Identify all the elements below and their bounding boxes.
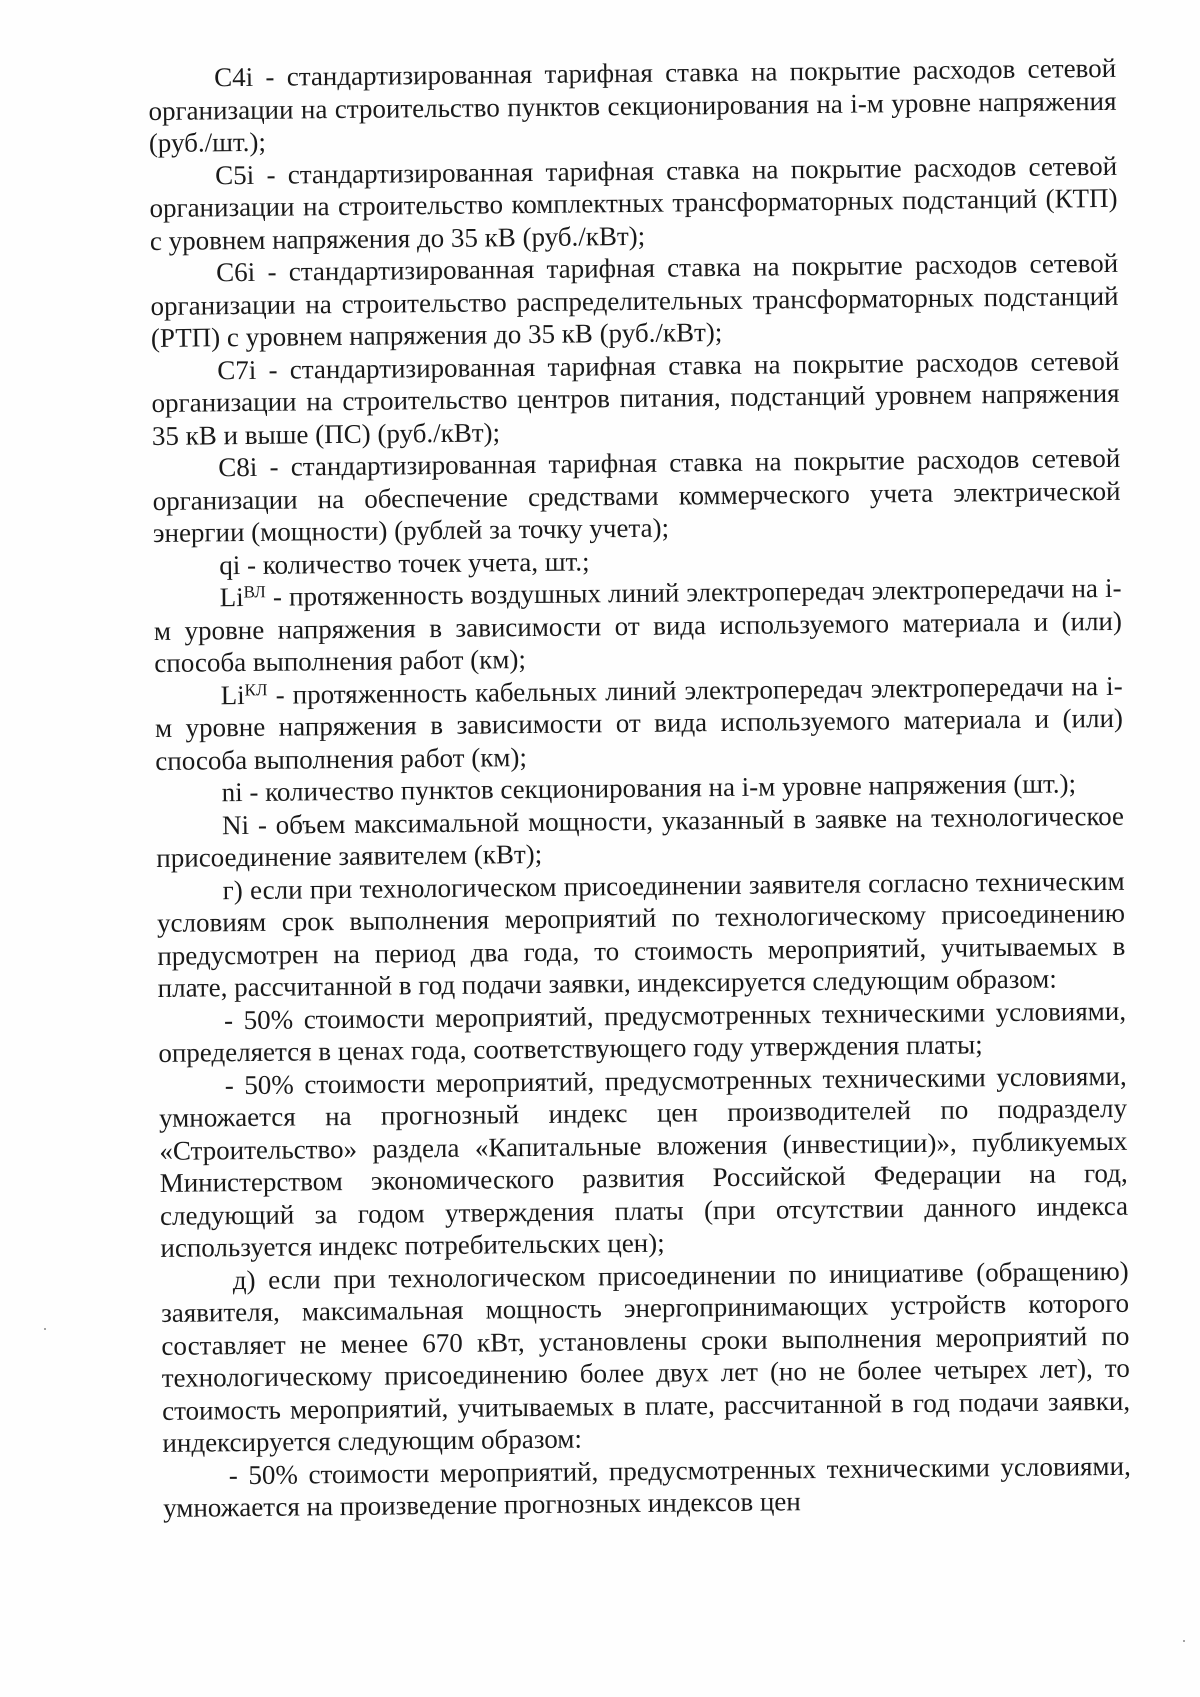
paragraph-c4i: C4i - стандартизированная тарифная ставка на покрытие расходов сетевой организации на строительство пунктов секционирования на i-м уровне напряжения (руб./шт.);	[148, 52, 1117, 158]
li-vl-symbol: Li	[219, 582, 244, 613]
li-kl-text: - протяженность кабельных линий электропередач электропередачи на i-м уровне напряжения в зависимости от вида используемого материала и (или) способа выполнения работ (км);	[154, 670, 1124, 776]
paragraph-big-ni: Ni - объем максимальной мощности, указанный в заявке на технологическое присоединение заявителем (кВт);	[156, 800, 1125, 873]
li-vl-text: - протяженность воздушных линий электропередач электропередачи на i-м уровне напряжения в зависимости от вида используемого материала и (или) способа выполнения работ (км);	[153, 572, 1123, 678]
paragraph-d-bullet-1: - 50% стоимости мероприятий, предусмотренных техническими условиями, умножается на произведение прогнозных индексов цен	[162, 1450, 1131, 1523]
paragraph-ni: ni - количество пунктов секционирования на i-м уровне напряжения (шт.);	[221, 768, 1077, 808]
scan-speck	[1183, 1640, 1185, 1642]
scan-speck	[44, 1328, 46, 1330]
paragraph-qi: qi - количество точек учета, шт.;	[219, 545, 590, 580]
paragraph-c8i: C8i - стандартизированная тарифная ставка на покрытие расходов сетевой организации на обеспечение средствами коммерческого учета электрической энергии (мощности) (рублей за точку учета);	[152, 442, 1121, 548]
paragraph-c6i: C6i - стандартизированная тарифная ставка на покрытие расходов сетевой организации на строительство распределительных трансформаторных подстанций (РТП) с уровнем напряжения до 35 кВ (руб./кВт);	[150, 247, 1119, 353]
li-vl-superscript: ВЛ	[243, 582, 266, 602]
paragraph-item-g: г) если при технологическом присоединении заявителя согласно техническим условиям срок выполнения мероприятий по технологическому присоединению предусмотрен на период два года, то стоимость мероприятий, учитываемых в плате, рассчитанной в год подачи заявки, индексируется следующим образом:	[156, 865, 1126, 1003]
document-body	[148, 52, 1131, 1525]
paragraph-item-d: д) если при технологическом присоединении по инициативе (обращению) заявителя, максимальная мощность энергопринимающих устройств которого составляет не менее 670 кВт, установлены сроки выполнения мероприятий по технологическому присоединению более двух лет (но не более четырех лет), то стоимость мероприятий, учитываемых в плате, рассчитанной в год подачи заявки, индексируется следующим образом:	[160, 1255, 1131, 1458]
paragraph-li-kl	[154, 669, 1123, 777]
li-kl-superscript: КЛ	[244, 679, 268, 700]
paragraph-li-vl	[153, 572, 1122, 680]
paragraph-g-bullet-2: - 50% стоимости мероприятий, предусмотренных техническими условиями, умножается на прогнозный индекс цен производителей по подразделу «Строительство» раздела «Капитальные вложения (инвестиции)», публикуемых Министерством экономического развития Российской Федерации на год, следующий за годом утверждения платы (при отсутствии данного индекса используется индекс потребительских цен);	[158, 1060, 1129, 1263]
li-kl-symbol: Li	[220, 679, 245, 710]
paragraph-c5i: C5i - стандартизированная тарифная ставка на покрытие расходов сетевой организации на строительство комплектных трансформаторных подстанций (КТП) с уровнем напряжения до 35 кВ (руб./кВт);	[149, 150, 1118, 256]
paragraph-c7i: C7i - стандартизированная тарифная ставка на покрытие расходов сетевой организации на строительство центров питания, подстанций уровнем напряжения 35 кВ и выше (ПС) (руб./кВт);	[151, 345, 1120, 451]
paragraph-g-bullet-1: - 50% стоимости мероприятий, предусмотренных техническими условиями, определяется в ценах года, соответствующего году утверждения платы;	[158, 995, 1127, 1068]
